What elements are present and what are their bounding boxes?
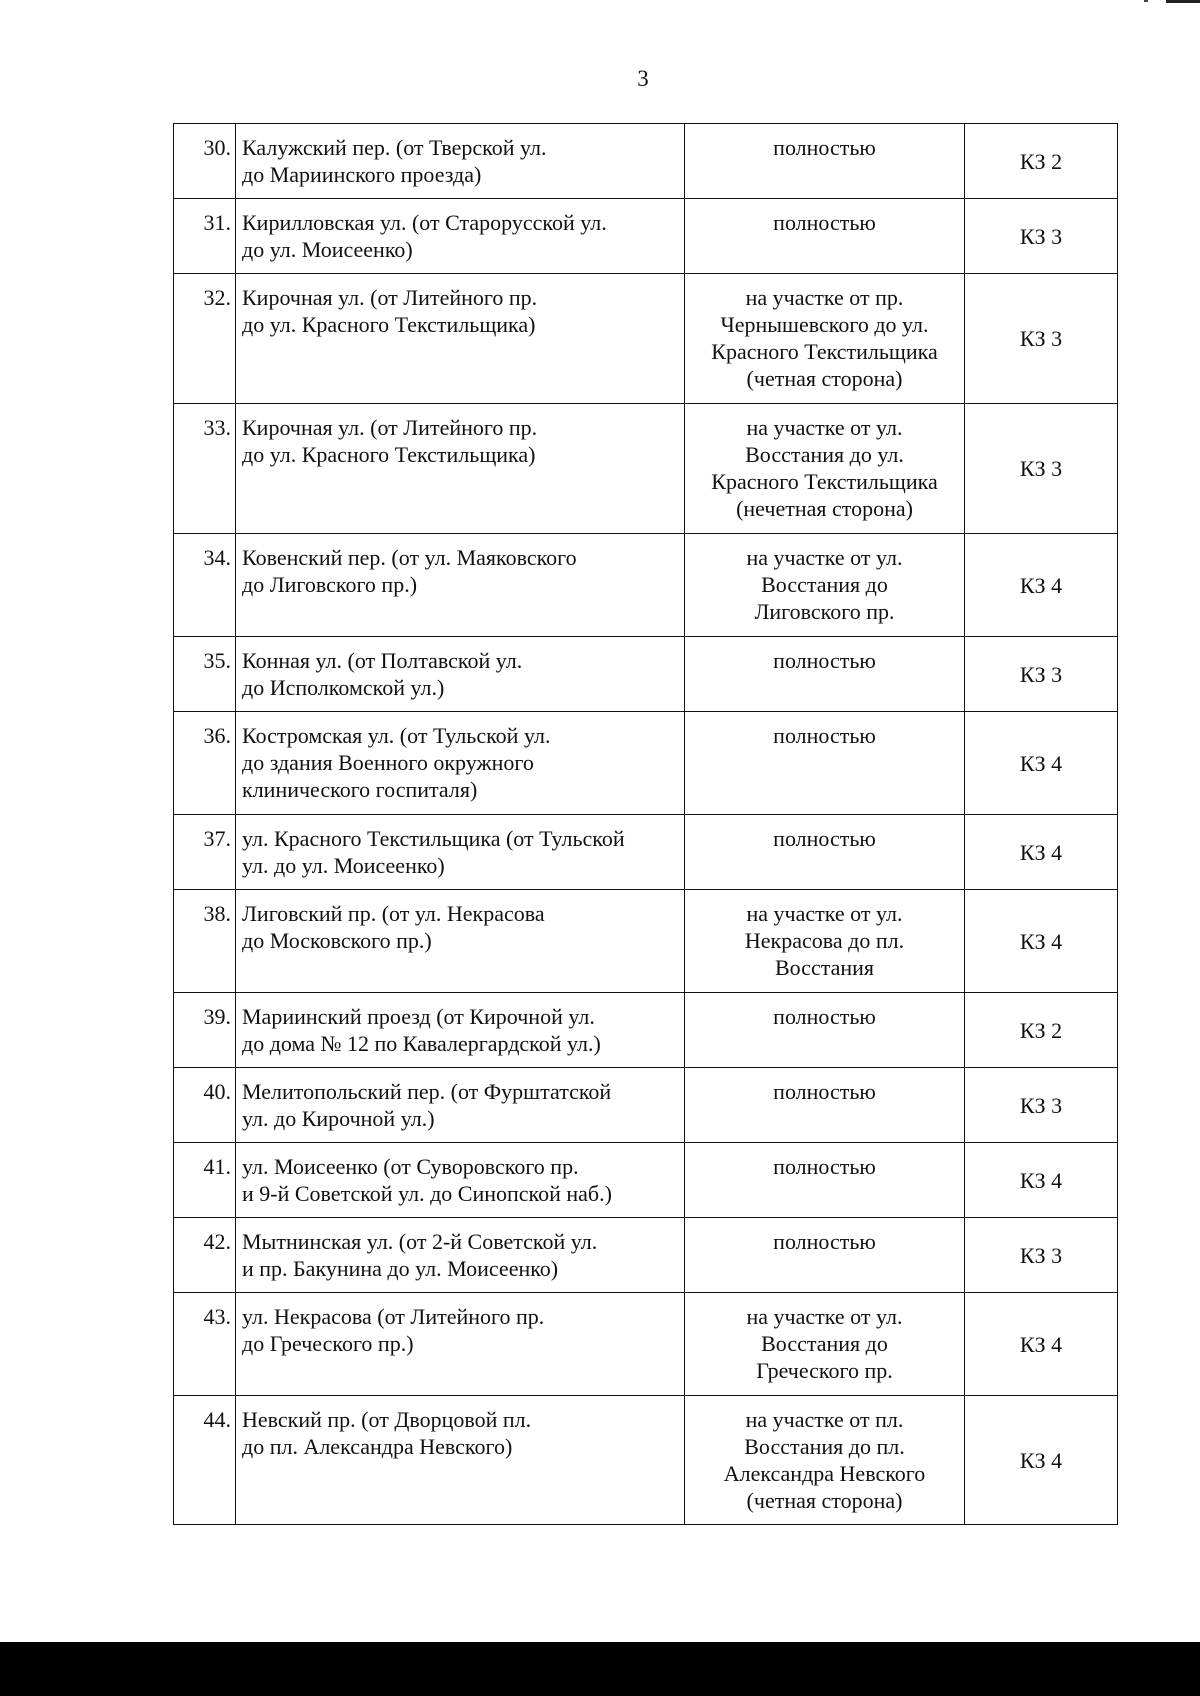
section-line: на участке от ул. xyxy=(746,415,903,440)
street-line: Кирочная ул. (от Литейного пр. xyxy=(242,415,538,440)
street-cell xyxy=(236,199,685,274)
row-number: 33. xyxy=(174,404,236,534)
zone-cell: КЗ 3 xyxy=(965,199,1118,274)
street-line: Мытнинская ул. (от 2-й Советской ул. xyxy=(242,1229,598,1254)
table-row xyxy=(174,637,1118,712)
street-cell xyxy=(236,890,685,993)
section-line: полностью xyxy=(773,210,876,235)
zone-cell: КЗ 4 xyxy=(965,815,1118,890)
section-line: на участке от пр. xyxy=(745,285,904,310)
section-line: полностью xyxy=(773,826,876,851)
section-line: на участке от ул. xyxy=(746,901,903,926)
section-line: на участке от пл. xyxy=(745,1407,904,1432)
section-cell xyxy=(685,124,965,199)
section-cell xyxy=(685,815,965,890)
street-line: Костромская ул. (от Тульской ул. xyxy=(242,723,551,748)
table-row xyxy=(174,124,1118,199)
street-line: Кирилловская ул. (от Старорусской ул. xyxy=(242,210,607,235)
zone-cell: КЗ 3 xyxy=(965,637,1118,712)
street-line: ул. до Кирочной ул.) xyxy=(242,1106,435,1131)
street-line: Мелитопольский пер. (от Фурштатской xyxy=(242,1079,612,1104)
section-line: Греческого пр. xyxy=(756,1358,893,1383)
zone-cell: КЗ 2 xyxy=(965,124,1118,199)
section-line: полностью xyxy=(773,1004,876,1029)
row-number: 41. xyxy=(174,1143,236,1218)
section-line: на участке от ул. xyxy=(746,545,903,570)
street-line: Мариинский проезд (от Кирочной ул. xyxy=(242,1004,595,1029)
section-line: полностью xyxy=(773,648,876,673)
street-cell xyxy=(236,1218,685,1293)
street-cell xyxy=(236,1293,685,1396)
section-cell xyxy=(685,534,965,637)
street-line: до Мариинского проезда) xyxy=(242,162,482,187)
row-number: 42. xyxy=(174,1218,236,1293)
row-number: 34. xyxy=(174,534,236,637)
section-line: (четная сторона) xyxy=(746,366,903,391)
zone-cell: КЗ 3 xyxy=(965,274,1118,404)
scan-bottom-border xyxy=(0,1642,1200,1696)
zone-cell: КЗ 3 xyxy=(965,404,1118,534)
street-line: ул. Моисеенко (от Суворовского пр. xyxy=(242,1154,579,1179)
table-row xyxy=(174,1293,1118,1396)
street-line: до Греческого пр.) xyxy=(242,1331,414,1356)
street-line: до Исполкомской ул.) xyxy=(242,675,445,700)
street-line: Кирочная ул. (от Литейного пр. xyxy=(242,285,538,310)
street-line: ул. Некрасова (от Литейного пр. xyxy=(242,1304,545,1329)
table-row xyxy=(174,890,1118,993)
section-cell xyxy=(685,404,965,534)
street-line: и пр. Бакунина до ул. Моисеенко) xyxy=(242,1256,559,1281)
street-cell xyxy=(236,404,685,534)
table-row xyxy=(174,1396,1118,1525)
row-number: 36. xyxy=(174,712,236,815)
row-number: 43. xyxy=(174,1293,236,1396)
table-row xyxy=(174,1068,1118,1143)
section-line: полностью xyxy=(773,723,876,748)
scan-speck xyxy=(1144,0,1148,2)
row-number: 32. xyxy=(174,274,236,404)
section-line: полностью xyxy=(773,1154,876,1179)
row-number: 31. xyxy=(174,199,236,274)
section-line: Восстания xyxy=(774,955,875,980)
section-cell xyxy=(685,199,965,274)
street-line: до Московского пр.) xyxy=(242,928,432,953)
row-number: 44. xyxy=(174,1396,236,1525)
street-line: Невский пр. (от Дворцовой пл. xyxy=(242,1407,532,1432)
street-line: Калужский пер. (от Тверской ул. xyxy=(242,135,547,160)
street-cell xyxy=(236,637,685,712)
section-line: Восстания до ул. xyxy=(745,442,904,467)
streets-table xyxy=(173,123,1118,1525)
section-line: Восстания до xyxy=(761,1331,888,1356)
table-row xyxy=(174,404,1118,534)
section-cell xyxy=(685,1293,965,1396)
row-number: 38. xyxy=(174,890,236,993)
section-line: Восстания до xyxy=(761,572,888,597)
street-cell xyxy=(236,993,685,1068)
street-line: Конная ул. (от Полтавской ул. xyxy=(242,648,523,673)
street-cell xyxy=(236,274,685,404)
row-number: 30. xyxy=(174,124,236,199)
table-row xyxy=(174,993,1118,1068)
section-line: Красного Текстильщика xyxy=(711,339,938,364)
street-cell xyxy=(236,1068,685,1143)
zone-cell: КЗ 4 xyxy=(965,712,1118,815)
zone-cell: КЗ 4 xyxy=(965,1293,1118,1396)
section-line: полностью xyxy=(773,1229,876,1254)
row-number: 35. xyxy=(174,637,236,712)
street-line: до ул. Красного Текстильщика) xyxy=(242,442,536,467)
section-cell xyxy=(685,712,965,815)
section-line: полностью xyxy=(773,135,876,160)
section-cell xyxy=(685,1396,965,1525)
street-cell xyxy=(236,815,685,890)
section-line: Восстания до пл. xyxy=(744,1434,905,1459)
row-number: 39. xyxy=(174,993,236,1068)
row-number: 40. xyxy=(174,1068,236,1143)
section-line: полностью xyxy=(773,1079,876,1104)
section-line: (четная сторона) xyxy=(746,1488,903,1513)
zone-cell: КЗ 4 xyxy=(965,534,1118,637)
page-number: 3 xyxy=(637,66,649,91)
street-line: ул. Красного Текстильщика (от Тульской xyxy=(242,826,625,851)
zone-cell: КЗ 4 xyxy=(965,890,1118,993)
table-row xyxy=(174,534,1118,637)
street-line: клинического госпиталя) xyxy=(242,777,478,802)
street-line: до ул. Моисеенко) xyxy=(242,237,413,262)
street-cell xyxy=(236,1396,685,1525)
street-line: до Лиговского пр.) xyxy=(242,572,418,597)
street-line: Ковенский пер. (от ул. Маяковского xyxy=(242,545,577,570)
table-row xyxy=(174,274,1118,404)
section-line: Лиговского пр. xyxy=(754,599,895,624)
section-cell xyxy=(685,274,965,404)
street-line: до здания Военного окружного xyxy=(242,750,534,775)
section-cell xyxy=(685,1143,965,1218)
street-cell xyxy=(236,534,685,637)
street-line: ул. до ул. Моисеенко) xyxy=(242,853,445,878)
section-cell xyxy=(685,1068,965,1143)
section-line: (нечетная сторона) xyxy=(736,496,913,521)
street-cell xyxy=(236,124,685,199)
table-row xyxy=(174,199,1118,274)
street-line: до дома № 12 по Кавалергардской ул.) xyxy=(242,1031,601,1056)
street-cell xyxy=(236,712,685,815)
street-line: и 9-й Советской ул. до Синопской наб.) xyxy=(242,1181,612,1206)
table-row xyxy=(174,1143,1118,1218)
zone-cell: КЗ 4 xyxy=(965,1143,1118,1218)
scan-mark xyxy=(1166,0,1200,3)
zone-cell: КЗ 2 xyxy=(965,993,1118,1068)
street-line: Лиговский пр. (от ул. Некрасова xyxy=(242,901,545,926)
table-row xyxy=(174,1218,1118,1293)
section-line: Александра Невского xyxy=(723,1461,926,1486)
table-row xyxy=(174,712,1118,815)
street-line: до пл. Александра Невского) xyxy=(242,1434,513,1459)
section-line: Красного Текстильщика xyxy=(711,469,938,494)
table-row xyxy=(174,815,1118,890)
section-line: Чернышевского до ул. xyxy=(720,312,929,337)
section-cell xyxy=(685,1218,965,1293)
zone-cell: КЗ 4 xyxy=(965,1396,1118,1525)
zone-cell: КЗ 3 xyxy=(965,1218,1118,1293)
table-body xyxy=(174,124,1118,1525)
street-line: до ул. Красного Текстильщика) xyxy=(242,312,536,337)
zone-cell: КЗ 3 xyxy=(965,1068,1118,1143)
section-line: на участке от ул. xyxy=(746,1304,903,1329)
section-cell xyxy=(685,993,965,1068)
row-number: 37. xyxy=(174,815,236,890)
street-cell xyxy=(236,1143,685,1218)
section-line: Некрасова до пл. xyxy=(744,928,905,953)
section-cell xyxy=(685,890,965,993)
section-cell xyxy=(685,637,965,712)
